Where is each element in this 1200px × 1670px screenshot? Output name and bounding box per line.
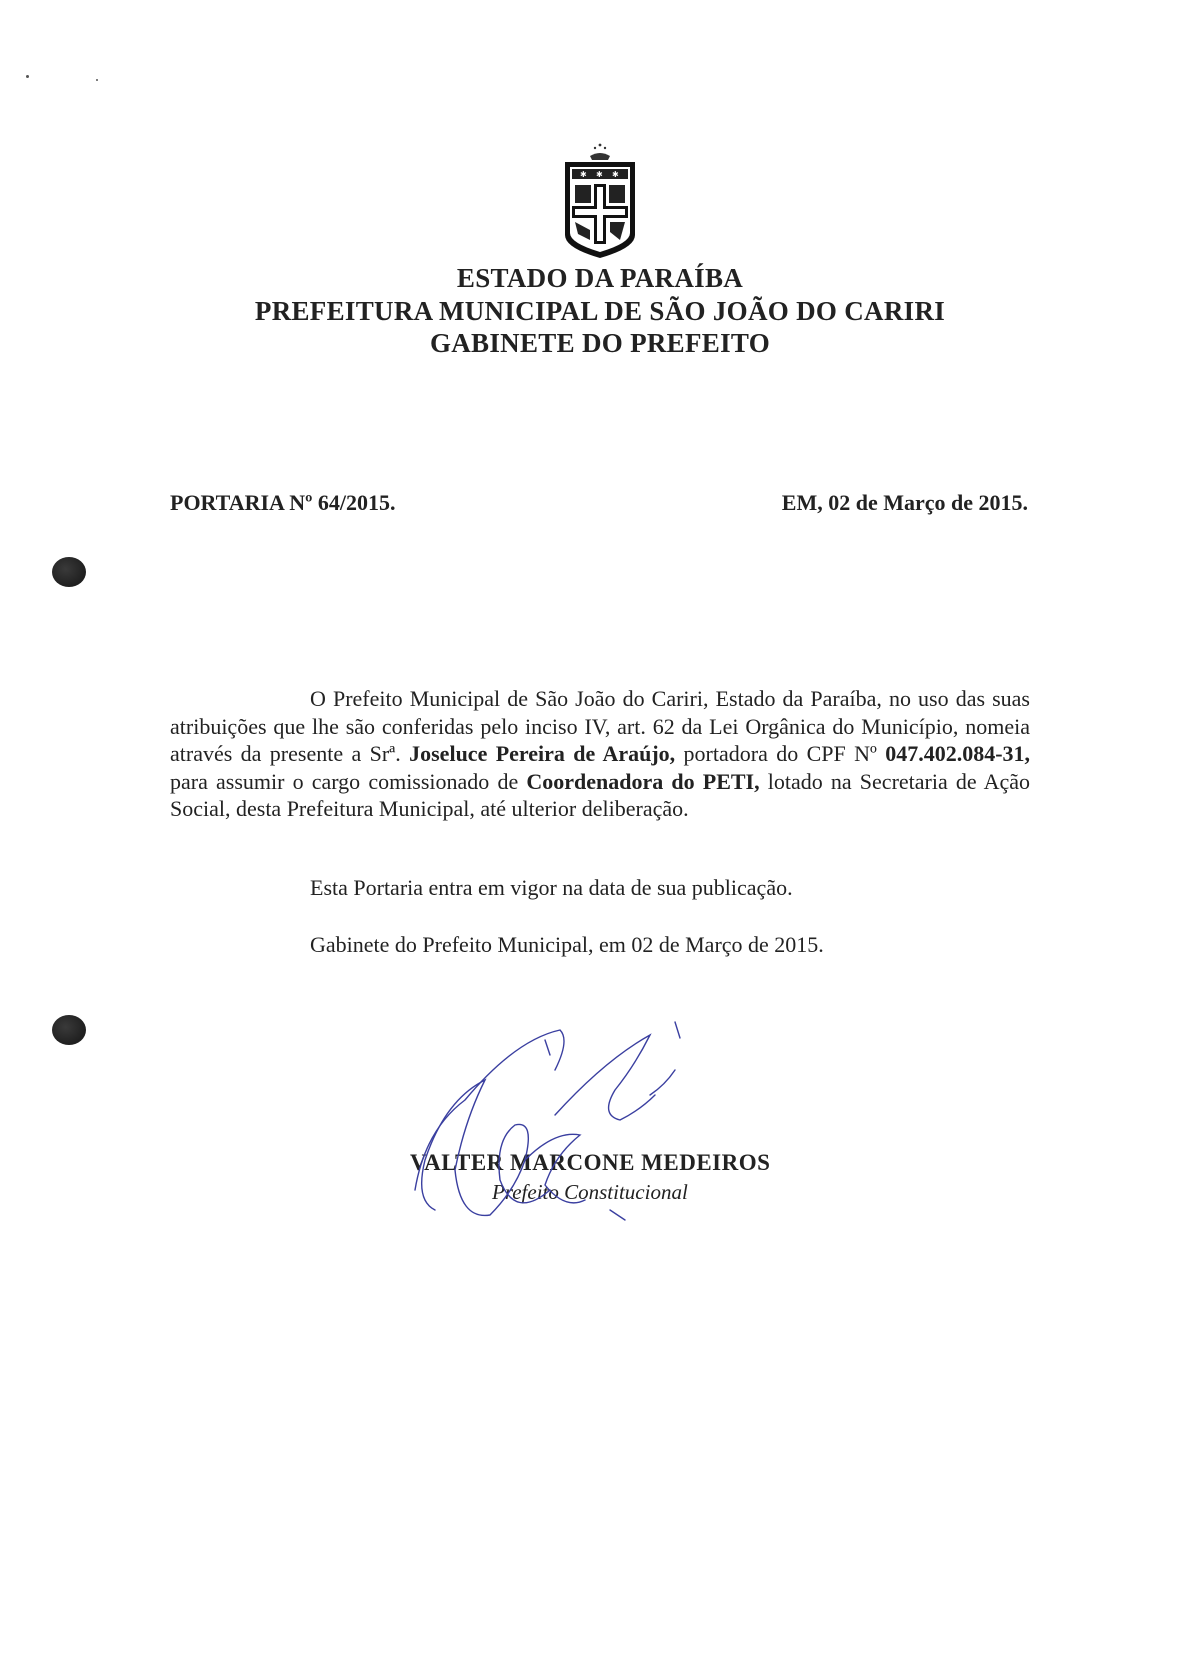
scan-speck	[26, 75, 29, 78]
office-date-line: Gabinete do Prefeito Municipal, em 02 de Março de 2015.	[310, 932, 824, 957]
portaria-number: PORTARIA Nº 64/2015.	[170, 490, 396, 515]
svg-text:✱: ✱	[596, 170, 603, 179]
punch-hole	[52, 1015, 86, 1045]
body-text: para assumir o cargo comissionado de	[170, 768, 527, 794]
body-text: O Prefeito Municipal de São João do Cariri, Estado da Paraíba, no uso das suas atribuições que lhe são conferidas pelo inciso IV, art. 62 da Lei Orgânica do Município, nomeia através da presente a Srª.	[170, 686, 1030, 766]
position-title: Coordenadora do PETI,	[526, 768, 760, 794]
signatory-name: VALTER MARCONE MEDEIROS	[410, 1150, 771, 1175]
header-municipality: PREFEITURA MUNICIPAL DE SÃO JOÃO DO CARIRI	[254, 296, 946, 326]
appointee-name: Joseluce Pereira de Araújo,	[409, 741, 676, 766]
document-date: EM, 02 de Março de 2015.	[781, 490, 1028, 515]
header-state: ESTADO DA PARAÍBA	[456, 263, 744, 293]
body-paragraph	[170, 685, 1030, 823]
municipal-coat-of-arms-icon	[550, 140, 650, 260]
svg-text:✱: ✱	[612, 170, 619, 179]
handwritten-signature	[405, 1010, 735, 1240]
cpf-number: 047.402.084-31,	[885, 741, 1031, 766]
header-office: GABINETE DO PREFEITO	[429, 328, 771, 358]
body-text: portadora do CPF Nº	[675, 741, 886, 766]
scan-speck	[96, 79, 98, 81]
svg-text:✱: ✱	[580, 170, 587, 179]
body-text: lotado na Secretaria de Ação Social, desta Prefeitura Municipal, até ulterior deliberação.	[170, 768, 1030, 821]
punch-hole	[52, 557, 86, 587]
effective-clause: Esta Portaria entra em vigor na data de sua publicação.	[310, 875, 793, 900]
signatory-title: Prefeito Constitucional	[492, 1180, 688, 1204]
